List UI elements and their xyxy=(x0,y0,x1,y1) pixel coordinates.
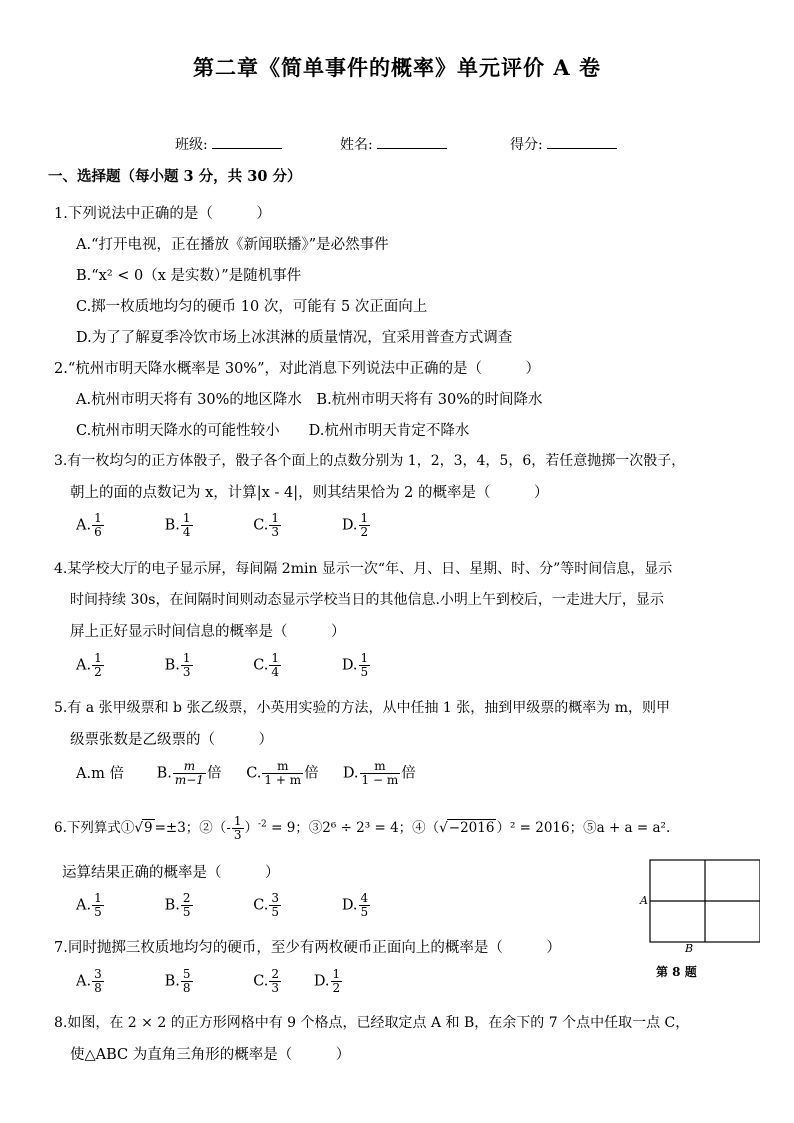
q6-option-a: A. $\frac{1}{5}$ xyxy=(76,891,102,919)
q2-options-cd: C.杭州市明天降水的可能性较小 D.杭州市明天肯定不降水 xyxy=(76,423,470,439)
q6-option-b: B. $\frac{2}{5}$ xyxy=(164,891,191,919)
grid-diagram xyxy=(640,858,760,958)
q2-options-ab: A.杭州市明天将有 30%的地区降水 B.杭州市明天将有 30%的时间降水 xyxy=(76,392,543,408)
name-blank xyxy=(377,134,447,149)
q4-option-d: D. $\frac{1}{5}$ xyxy=(341,651,369,679)
q7-option-b: B. $\frac{5}{8}$ xyxy=(164,967,191,995)
q4-stem-line3: 屏上正好显示时间信息的概率是（ ） xyxy=(70,624,346,640)
q4-option-b: B. $\frac{1}{3}$ xyxy=(164,651,191,679)
q3-stem-line2: 朝上的面的点数记为 x，计算|x - 4|，则其结果恰为 2 的概率是（ ） xyxy=(70,485,549,501)
q8-stem-line1: 8.如图，在 2 × 2 的正方形网格中有 9 个格点，已经取定点 A 和 B，在余下的 7 个点中任取一点 C， xyxy=(54,1015,690,1031)
section-heading: 一、选择题（每小题 3 分，共 30 分） xyxy=(48,168,302,185)
q2-stem: 2.“杭州市明天降水概率是 30%”，对此消息下列说法中正确的是（ ） xyxy=(54,361,540,377)
class-blank xyxy=(212,134,282,149)
q1-option-b: B.“x² < 0（x 是实数）”是随机事件 xyxy=(76,268,302,284)
q3-option-a: A. $\frac{1}{6}$ xyxy=(76,511,102,539)
q3-options xyxy=(76,512,426,539)
q1-option-d: D.为了了解夏季冷饮市场上冰淇淋的质量情况，宜采用普查方式调查 xyxy=(76,330,513,346)
q4-option-c: C. $\frac{1}{4}$ xyxy=(253,651,280,679)
q1-option-c: C.掷一枚质地均匀的硬币 10 次，可能有 5 次正面向上 xyxy=(76,299,428,315)
q5-option-d: D. $\frac{m}{1 - m}$ 倍 xyxy=(342,759,416,787)
figure-caption: 第 8 题 xyxy=(656,965,697,979)
q1-option-a: A.“打开电视，正在播放《新闻联播》”是必然事件 xyxy=(76,237,389,253)
score-blank xyxy=(547,134,617,149)
q7-option-d: D. $\frac{1}{2}$ xyxy=(313,967,341,995)
q7-option-c: C. $\frac{2}{3}$ xyxy=(253,967,280,995)
q4-stem-line2: 时间持续 30s，在间隔时间则动态显示学校当日的其他信息.小明上午到校后，一走进大厅，显示 xyxy=(70,592,664,608)
q3-option-b: B. $\frac{1}{4}$ xyxy=(164,511,191,539)
name-label: 姓名: xyxy=(340,137,373,153)
class-field xyxy=(175,134,282,154)
q4-option-a: A. $\frac{1}{2}$ xyxy=(76,651,102,679)
q1-stem: 1.下列说法中正确的是（ ） xyxy=(54,206,271,222)
q5-stem-line2: 级票张数是乙级票的（ ） xyxy=(70,732,273,748)
q6-option-d: D. $\frac{4}{5}$ xyxy=(341,891,369,919)
q6-option-c: C. $\frac{3}{5}$ xyxy=(253,891,280,919)
q5-option-a: A.m 倍 xyxy=(76,765,124,782)
q7-option-a: A. $\frac{3}{8}$ xyxy=(76,967,102,995)
q4-stem-line1: 4.某学校大厅的电子显示屏，每间隔 2min 显示一次“年、月、日、星期、时、分”等时间信息，显示 xyxy=(54,561,673,577)
q4-options xyxy=(76,652,426,679)
q7-stem: 7.同时抛掷三枚质地均匀的硬币，至少有两枚硬币正面向上的概率是（ ） xyxy=(54,940,561,956)
q5-option-c: C. $\frac{m}{1 + m}$ 倍 xyxy=(246,759,319,787)
q3-option-d: D. $\frac{1}{2}$ xyxy=(341,511,369,539)
q3-option-c: C. $\frac{1}{3}$ xyxy=(253,511,280,539)
q3-stem-line1: 3.有一枚均匀的正方体骰子，骰子各个面上的点数分别为 1，2，3，4，5，6，若任意抛掷一次骰子， xyxy=(54,453,686,469)
q6-options xyxy=(76,892,426,919)
q6-stem-line2: 运算结果正确的概率是（ ） xyxy=(62,865,280,881)
score-field xyxy=(510,134,617,154)
q5-option-b: B. $\frac{m}{m-1}$ 倍 xyxy=(156,759,222,787)
name-field xyxy=(340,134,447,154)
q7-options xyxy=(76,968,370,995)
point-a-label: A xyxy=(640,894,648,907)
q5-options xyxy=(76,760,435,787)
q8-stem-line2: 使△ABC 为直角三角形的概率是（ ） xyxy=(70,1047,351,1063)
class-label: 班级: xyxy=(175,137,208,153)
page-title: 第二章《简单事件的概率》单元评价 A 卷 xyxy=(193,55,601,80)
q6-stem-line1: 6.下列算式①√9 =±3；②（- $\frac{1}{3}$ ）$^{-2}$ = 9；③2⁶ ÷ 2³ = 4；④（√−2016 ）² = 2016；⑤a + a = a². xyxy=(54,814,671,842)
q5-stem-line1: 5.有 a 张甲级票和 b 张乙级票，小英用实验的方法，从中任抽 1 张，抽到甲级票的概率为 m，则甲 xyxy=(54,700,670,716)
score-label: 得分: xyxy=(510,137,543,153)
point-b-label: B xyxy=(685,942,694,955)
